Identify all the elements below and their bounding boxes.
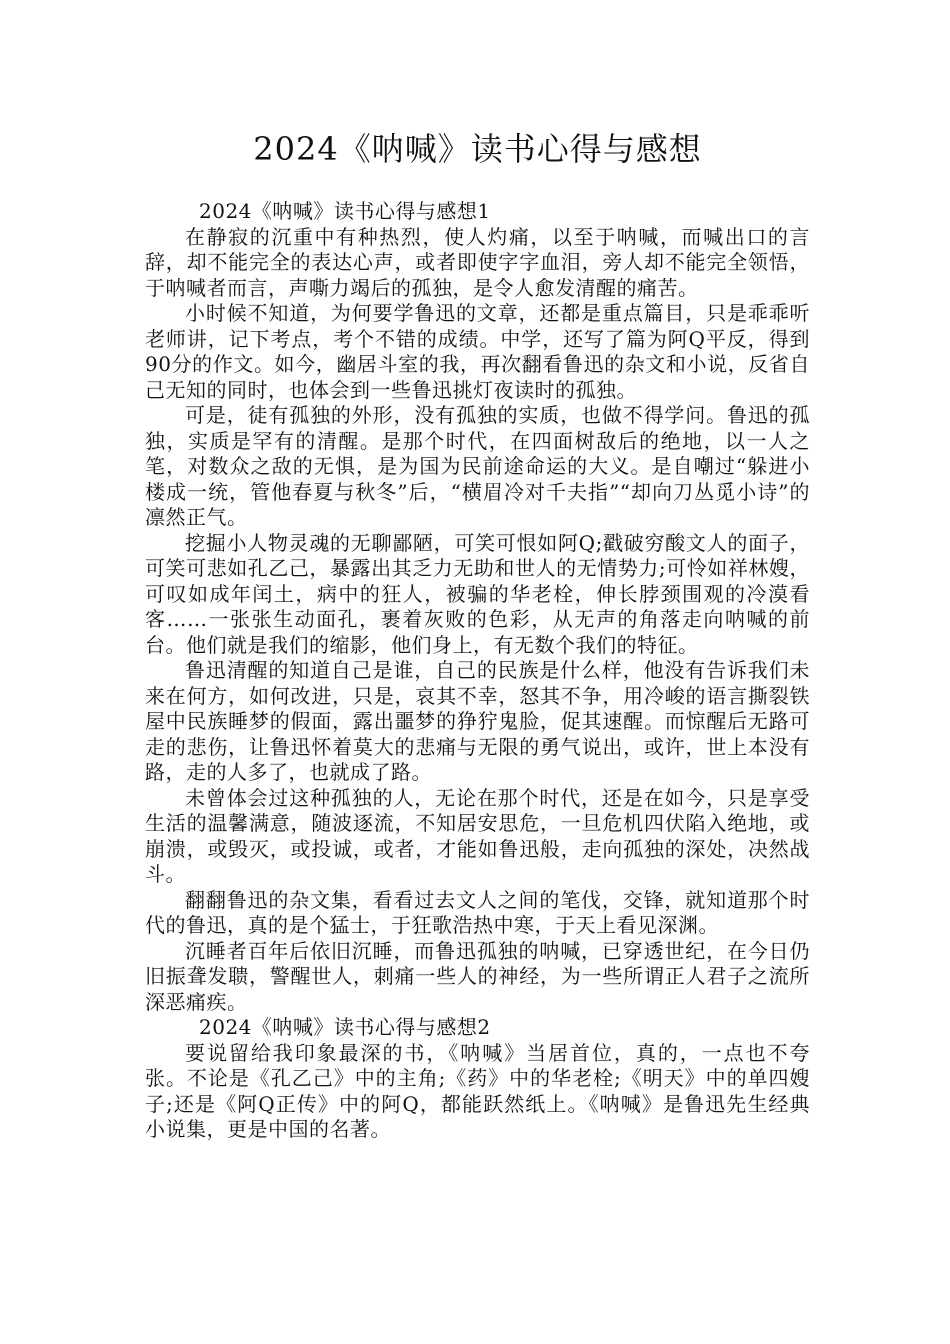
- section-heading: 2024《呐喊》读书心得与感想2: [199, 1015, 491, 1039]
- body-paragraph: 在静寂的沉重中有种热烈，使人灼痛，以至于呐喊，而喊出口的言辞，却不能完全的表达心声，或者即使字字血泪，旁人却不能完全领悟，于呐喊者而言，声嘶力竭后的孤独，是令人愈发清醒的痛苦。: [145, 224, 810, 300]
- body-paragraph: 挖掘小人物灵魂的无聊鄙陋，可笑可恨如阿Q;戳破穷酸文人的面子，可笑可悲如孔乙己，暴露出其乏力无助和世人的无情势力;可怜如祥林嫂，可叹如成年闰土，病中的狂人，被骗的华老栓，伸长脖颈围观的冷漠看客……一张张生动面孔，裹着灰败的色彩，从无声的角落走向呐喊的前台。他们就是我们的缩影，他们身上，有无数个我们的特征。: [145, 530, 810, 657]
- body-paragraph: 要说留给我印象最深的书，《呐喊》当居首位，真的，一点也不夸张。不论是《孔乙己》中的主角;《药》中的华老栓;《明天》中的单四嫂子;还是《阿Q正传》中的阿Q，都能跃然纸上。《呐喊》是鲁迅先生经典小说集，更是中国的名著。: [145, 1040, 810, 1141]
- document-body: [145, 199, 810, 1143]
- document-page: [145, 125, 810, 1143]
- body-paragraph: 小时候不知道，为何要学鲁迅的文章，还都是重点篇目，只是乖乖听老师讲，记下考点，考个不错的成绩。中学，还写了篇为阿Q平反，得到90分的作文。如今，幽居斗室的我，再次翻看鲁迅的杂文和小说，反省自己无知的同时，也体会到一些鲁迅挑灯夜读时的孤独。: [145, 301, 810, 402]
- body-paragraph: 未曾体会过这种孤独的人，无论在那个时代，还是在如今，只是享受生活的温馨满意，随波逐流，不知居安思危，一旦危机四伏陷入绝地，或崩溃，或毁灭，或投诚，或者，才能如鲁迅般，走向孤独的深处，决然战斗。: [145, 785, 810, 886]
- body-paragraph: 翻翻鲁迅的杂文集，看看过去文人之间的笔伐，交锋，就知道那个时代的鲁迅，真的是个猛士，于狂歌浩热中寒，于天上看见深渊。: [145, 887, 810, 937]
- body-paragraph: 可是，徒有孤独的外形，没有孤独的实质，也做不得学问。鲁迅的孤独，实质是罕有的清醒。是那个时代，在四面树敌后的绝地，以一人之笔，对数众之敌的无惧，是为国为民前途命运的大义。是自嘲过“躲进小楼成一统，管他春夏与秋冬”后，“横眉冷对千夫指”“却向刀丛觅小诗”的凛然正气。: [145, 403, 810, 529]
- body-paragraph: 鲁迅清醒的知道自己是谁，自己的民族是什么样，他没有告诉我们未来在何方，如何改进，只是，哀其不幸，怒其不争，用冷峻的语言撕裂铁屋中民族睡梦的假面，露出噩梦的狰狞鬼脸，促其速醒。而惊醒后无路可走的悲伤，让鲁迅怀着莫大的悲痛与无限的勇气说出，或许，世上本没有路，走的人多了，也就成了路。: [145, 658, 810, 784]
- document-title: 2024《呐喊》读书心得与感想: [253, 130, 702, 168]
- section-heading: 2024《呐喊》读书心得与感想1: [199, 199, 491, 223]
- body-paragraph: 沉睡者百年后依旧沉睡，而鲁迅孤独的呐喊，已穿透世纪，在今日仍旧振聋发聩，警醒世人，刺痛一些人的神经，为一些所谓正人君子之流所深恶痛疾。: [145, 938, 810, 1014]
